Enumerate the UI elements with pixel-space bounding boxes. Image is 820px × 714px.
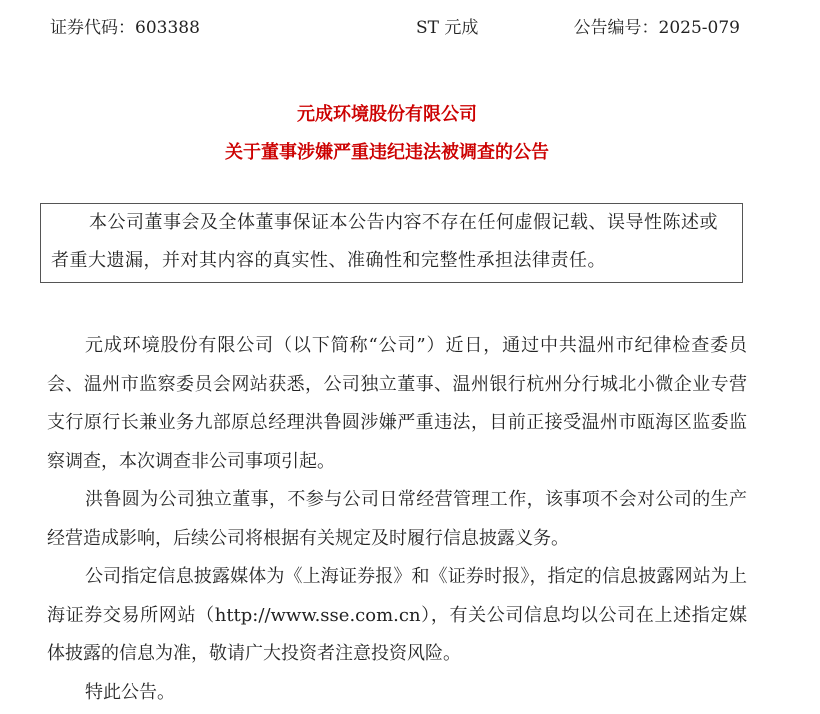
- stock-short-name: ST 元成: [416, 18, 479, 38]
- announcement-body: [47, 327, 747, 712]
- announcement-title: 关于董事涉嫌严重违纪违法被调查的公告: [225, 142, 549, 163]
- stock-code: 证券代码：603388: [50, 18, 200, 38]
- paragraph-disclosure-media: 公司指定信息披露媒体为《上海证券报》和《证券时报》，指定的信息披露网站为上海证券交易所网站（http://www.sse.com.cn），有关公司信息均以公司在上述指定媒体披露的信息为准，敬请广大投资者注意投资风险。: [47, 566, 747, 664]
- paragraph-closing: 特此公告。: [85, 681, 175, 703]
- paragraph-impact: 洪鲁圆为公司独立董事，不参与公司日常经营管理工作，该事项不会对公司的生产经营造成影响，后续公司将根据有关规定及时履行信息披露义务。: [47, 489, 747, 549]
- board-declaration-box: [40, 203, 743, 283]
- board-declaration-text: 本公司董事会及全体董事保证本公告内容不存在任何虚假记载、误导性陈述或者重大遗漏，并对其内容的真实性、准确性和完整性承担法律责任。: [51, 212, 718, 271]
- paragraph-investigation: 元成环境股份有限公司（以下简称“公司”）近日，通过中共温州市纪律检查委员会、温州市监察委员会网站获悉，公司独立董事、温州银行杭州分行城北小微企业专营支行原行长兼业务九部原总经理洪鲁圆涉嫌严重违法，目前正接受温州市瓯海区监委监察调查，本次调查非公司事项引起。: [47, 335, 747, 472]
- announcement-number: 公告编号：2025-079: [573, 18, 740, 38]
- announcement-header: [50, 14, 740, 42]
- company-name-title: 元成环境股份有限公司: [297, 104, 477, 125]
